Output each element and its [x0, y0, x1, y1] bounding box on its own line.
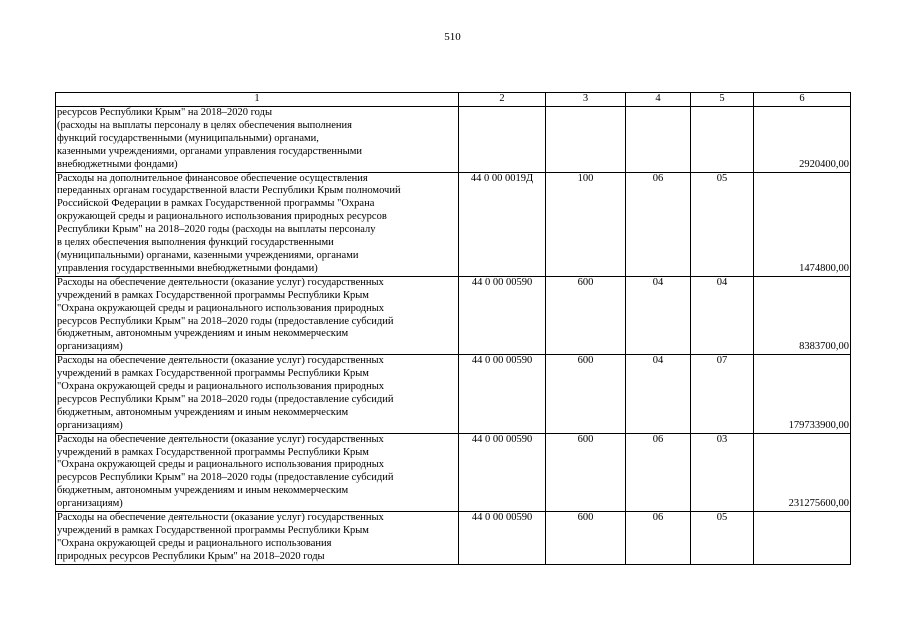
budget-table — [55, 92, 851, 565]
row-description — [56, 107, 459, 173]
row-expense-type: 600 — [546, 512, 626, 565]
description-line: организациям) — [57, 419, 123, 431]
table-body — [56, 107, 851, 565]
description-line: управления государственными внебюджетными фондами) — [57, 262, 318, 274]
row-description — [56, 433, 459, 511]
row-amount: 1474800,00 — [754, 172, 851, 276]
description-line: в целях обеспечения выполнения функций государственными — [57, 237, 334, 249]
header-col-6: 6 — [754, 93, 851, 107]
row-description — [56, 355, 459, 433]
table-row — [56, 107, 851, 173]
description-line: "Охрана окружающей среды и рационального использования — [57, 537, 332, 549]
description-line: бюджетным, автономным учреждениям и иным некоммерческим — [57, 406, 349, 418]
description-line: Расходы на дополнительное финансовое обеспечение осуществления — [57, 172, 368, 184]
row-section: 06 — [626, 172, 691, 276]
row-target-code — [459, 107, 546, 173]
row-subsection: 04 — [691, 276, 754, 354]
table-row — [56, 433, 851, 511]
row-description — [56, 276, 459, 354]
table-row — [56, 276, 851, 354]
row-amount: 8383700,00 — [754, 276, 851, 354]
description-line: Расходы на обеспечение деятельности (оказание услуг) государственных — [57, 355, 384, 367]
row-subsection — [691, 107, 754, 173]
description-line: ресурсов Республики Крым" на 2018–2020 годы — [57, 107, 273, 118]
row-target-code: 44 0 00 0019Д — [459, 172, 546, 276]
description-line: бюджетным, автономным учреждениям и иным некоммерческим — [57, 328, 349, 340]
row-amount: 231275600,00 — [754, 433, 851, 511]
row-subsection: 05 — [691, 172, 754, 276]
description-line: Расходы на обеспечение деятельности (оказание услуг) государственных — [57, 276, 384, 288]
row-description — [56, 512, 459, 565]
description-line: Расходы на обеспечение деятельности (оказание услуг) государственных — [57, 512, 384, 524]
row-expense-type: 600 — [546, 355, 626, 433]
row-expense-type: 600 — [546, 433, 626, 511]
description-line: казенными учреждениями, органами управления государственными — [57, 145, 362, 157]
description-line: учреждений в рамках Государственной программы Республики Крым — [57, 525, 369, 536]
row-description — [56, 172, 459, 276]
header-col-5: 5 — [691, 93, 754, 107]
description-line: учреждений в рамках Государственной программы Республики Крым — [57, 368, 369, 380]
description-line: Расходы на обеспечение деятельности (оказание услуг) государственных — [57, 433, 384, 445]
description-line: "Охрана окружающей среды и рационального использования природных — [57, 302, 385, 314]
row-amount — [754, 512, 851, 565]
table-row — [56, 512, 851, 565]
row-section — [626, 107, 691, 173]
row-target-code: 44 0 00 00590 — [459, 433, 546, 511]
description-line: учреждений в рамках Государственной программы Республики Крым — [57, 289, 369, 301]
description-line: ресурсов Республики Крым" на 2018–2020 годы (предоставление субсидий — [57, 315, 394, 327]
description-line: переданных органам государственной власти Республики Крым полномочий — [57, 185, 401, 197]
description-line: Республики Крым" на 2018–2020 годы (расходы на выплаты персоналу — [57, 224, 376, 236]
table-header — [56, 93, 851, 107]
description-line: ресурсов Республики Крым" на 2018–2020 годы (предоставление субсидий — [57, 472, 394, 484]
row-subsection: 07 — [691, 355, 754, 433]
description-line: "Охрана окружающей среды и рационального использования природных — [57, 381, 385, 393]
row-section: 06 — [626, 433, 691, 511]
page-number: 510 — [444, 31, 461, 43]
description-line: (расходы на выплаты персоналу в целях обеспечения выполнения — [57, 119, 352, 131]
description-line: организациям) — [57, 341, 123, 353]
description-line: внебюджетными фондами) — [57, 158, 178, 170]
header-col-2: 2 — [459, 93, 546, 107]
row-subsection: 05 — [691, 512, 754, 565]
row-expense-type: 600 — [546, 276, 626, 354]
description-line: окружающей среды и рационального использования природных ресурсов — [57, 211, 387, 223]
row-section: 06 — [626, 512, 691, 565]
header-row — [56, 93, 851, 107]
row-target-code: 44 0 00 00590 — [459, 276, 546, 354]
table-row — [56, 355, 851, 433]
header-col-3: 3 — [546, 93, 626, 107]
description-line: "Охрана окружающей среды и рационального использования природных — [57, 459, 385, 471]
row-target-code: 44 0 00 00590 — [459, 512, 546, 565]
row-amount: 2920400,00 — [754, 107, 851, 173]
row-amount: 179733900,00 — [754, 355, 851, 433]
row-expense-type — [546, 107, 626, 173]
description-line: Российской Федерации в рамках Государственной программы "Охрана — [57, 198, 375, 210]
header-col-4: 4 — [626, 93, 691, 107]
description-line: бюджетным, автономным учреждениям и иным некоммерческим — [57, 485, 349, 497]
header-col-1: 1 — [56, 93, 459, 107]
description-line: (муниципальными) органами, казенными учреждениями, органами — [57, 249, 359, 261]
row-target-code: 44 0 00 00590 — [459, 355, 546, 433]
description-line: функций государственными (муниципальными) органами, — [57, 132, 319, 144]
description-line: учреждений в рамках Государственной программы Республики Крым — [57, 446, 369, 458]
row-section: 04 — [626, 355, 691, 433]
description-line: ресурсов Республики Крым" на 2018–2020 годы (предоставление субсидий — [57, 393, 394, 405]
description-line: природных ресурсов Республики Крым" на 2018–2020 годы — [57, 550, 325, 562]
row-subsection: 03 — [691, 433, 754, 511]
row-expense-type: 100 — [546, 172, 626, 276]
description-line: организациям) — [57, 498, 123, 510]
table-row — [56, 172, 851, 276]
row-section: 04 — [626, 276, 691, 354]
